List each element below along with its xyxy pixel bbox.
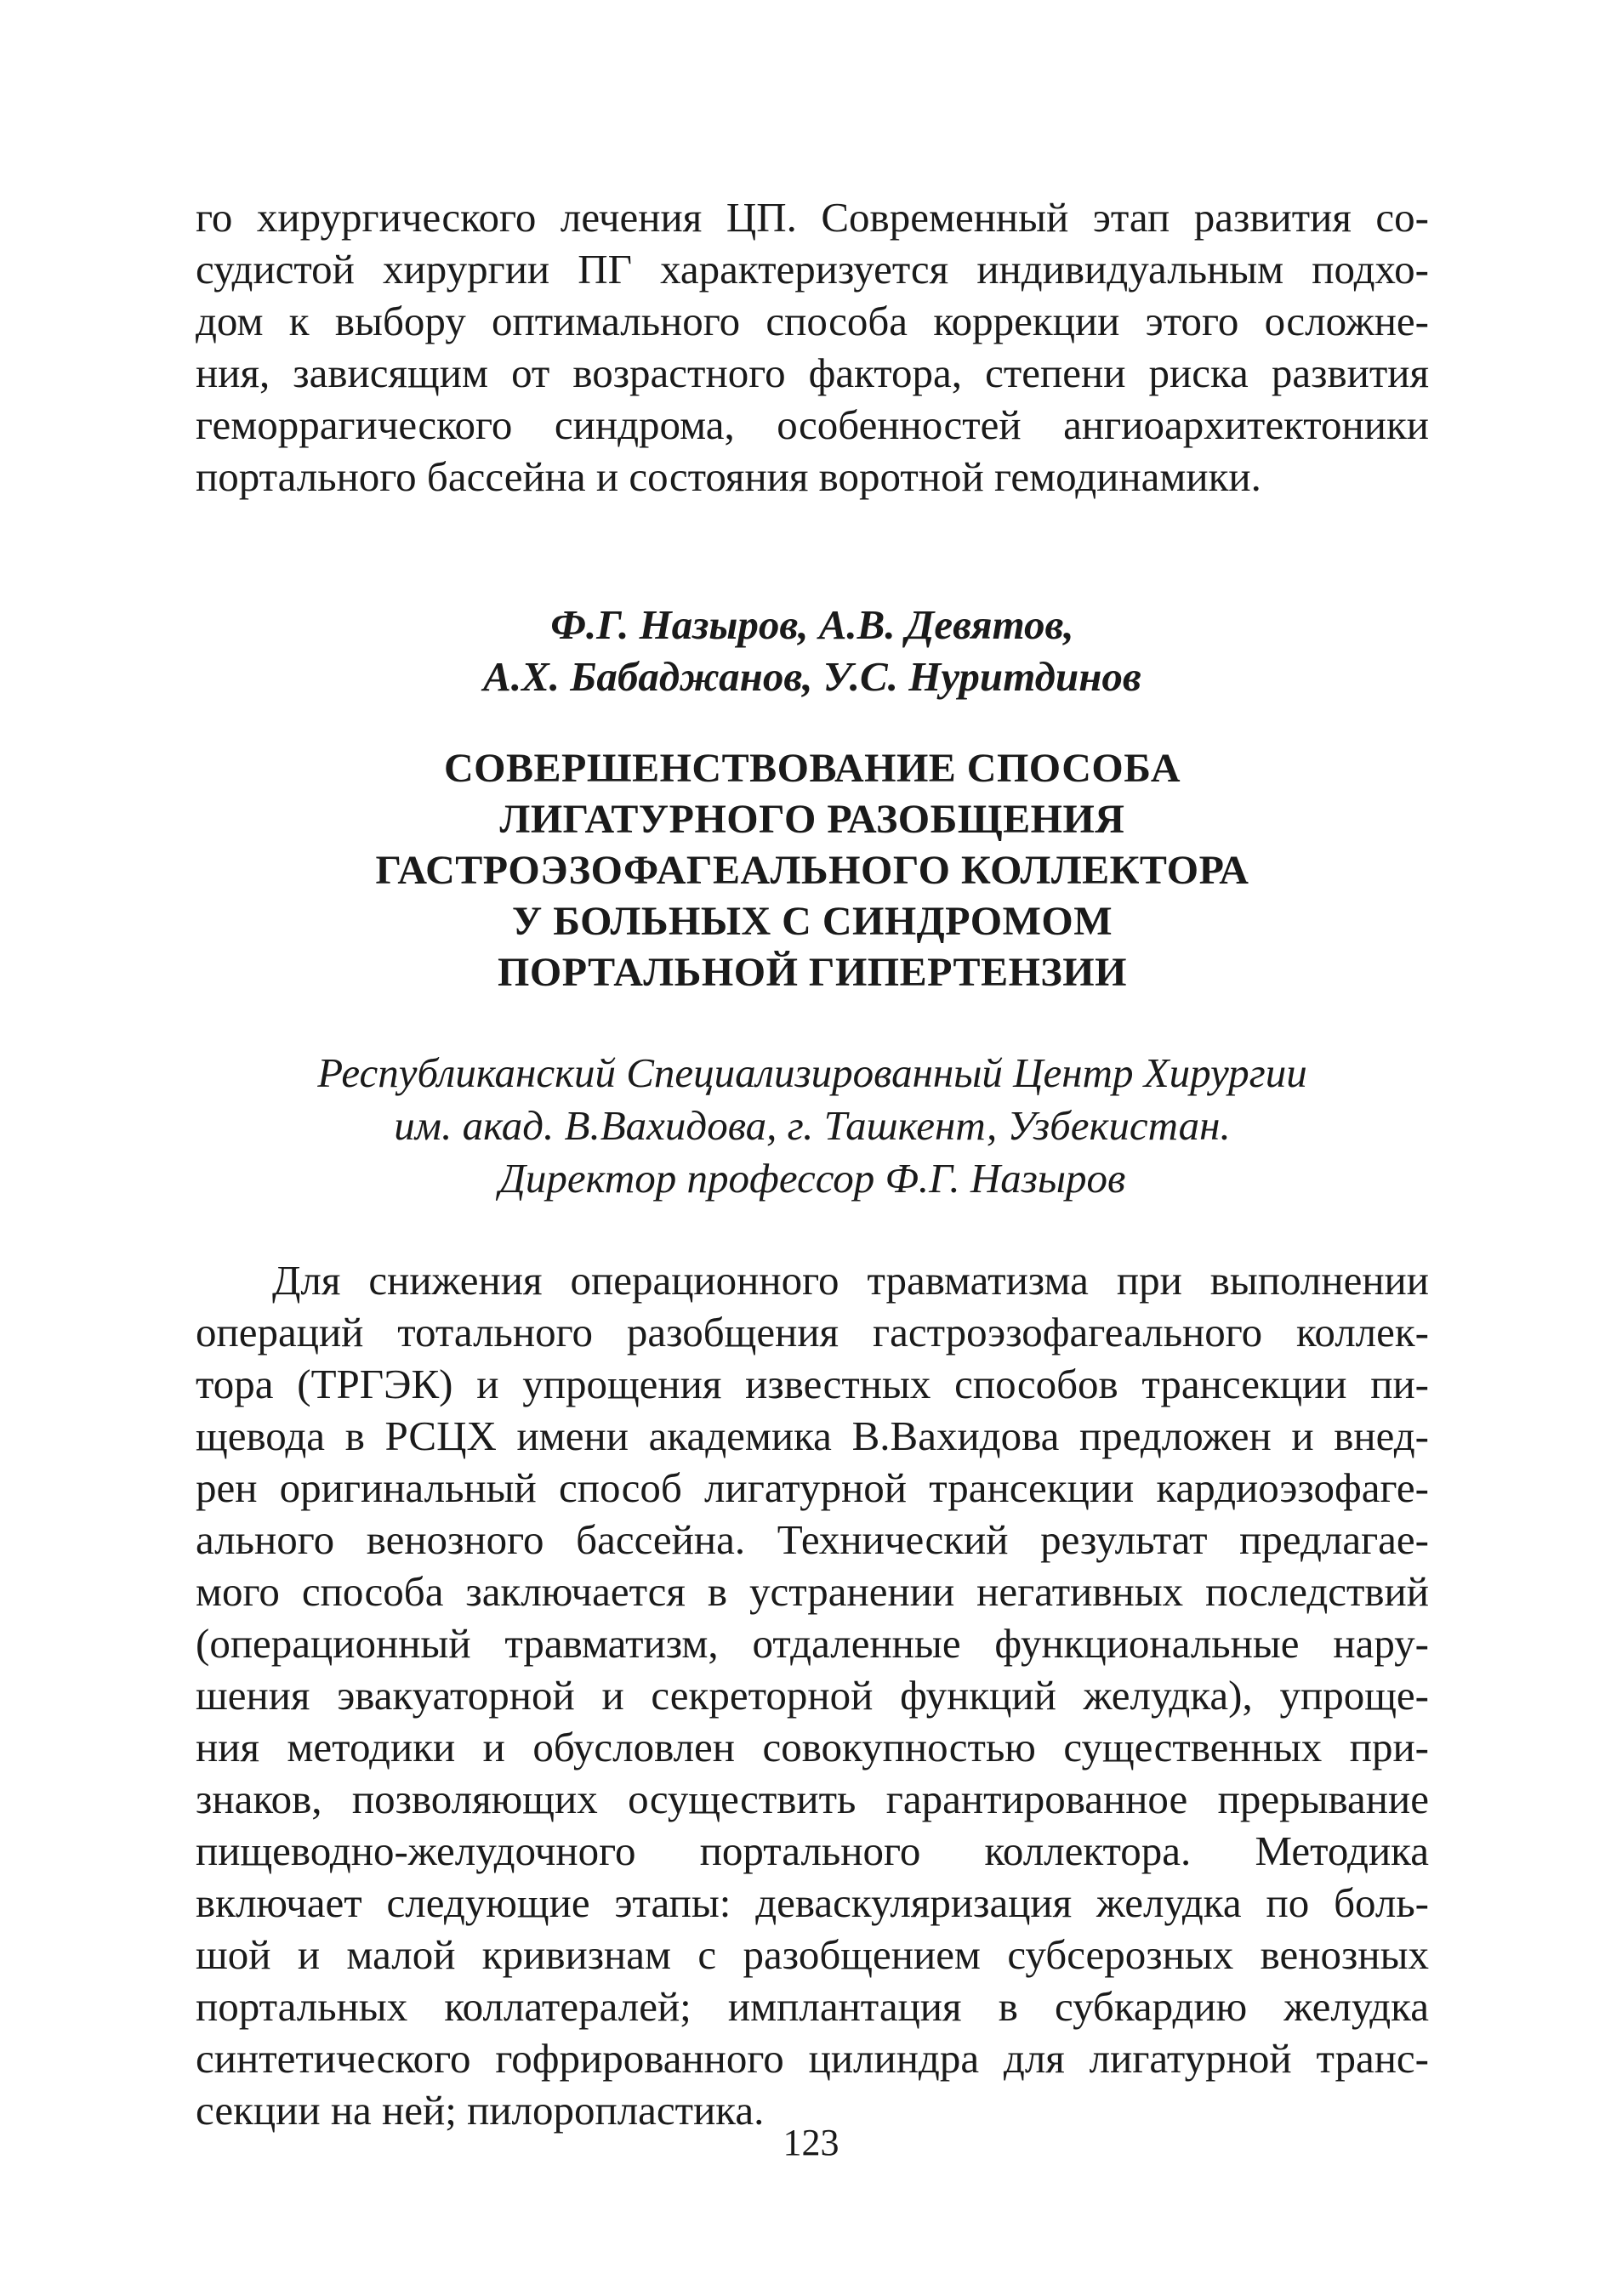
article-title: [196, 743, 1429, 998]
text-line: секции на ней; пилоропластика.: [196, 2087, 765, 2134]
text-line: знаков, позволяющих осуществить гарантированное прерывание: [196, 1776, 1429, 1822]
text-line: Для снижения операционного травматизма при выполнении: [272, 1257, 1429, 1304]
affiliation-line: Директор профессор Ф.Г. Назыров: [498, 1155, 1126, 1202]
title-line: У БОЛЬНЫХ С СИНДРОМОМ: [511, 899, 1113, 944]
title-line: ПОРТАЛЬНОЙ ГИПЕРТЕНЗИИ: [498, 950, 1127, 995]
text-line: синтетического гофрированного цилиндра для лигатурной транс-: [196, 2035, 1429, 2082]
text-line: портальных коллатералей; имплантация в субкардию желудка: [196, 1983, 1429, 2030]
text-line: судистой хирургии ПГ характеризуется индивидуальным подхо-: [196, 246, 1429, 293]
article-body: [196, 1254, 1429, 2136]
article-affiliation: [196, 1047, 1429, 1205]
text-line: ния методики и обусловлен совокупностью существенных при-: [196, 1724, 1429, 1770]
text-line: ния, зависящим от возрастного фактора, степени риска развития: [196, 350, 1429, 396]
text-line: щевода в РСЦХ имени академика В.Вахидова предложен и внед-: [196, 1412, 1429, 1459]
text-line: (операционный травматизм, отдаленные функциональные нару-: [196, 1620, 1429, 1667]
affiliation-line: им. акад. В.Вахидова, г. Ташкент, Узбекистан.: [394, 1102, 1231, 1149]
authors-line: А.Х. Бабаджанов, У.С. Нуритдинов: [483, 653, 1141, 700]
text-line: тора (ТРГЭК) и упрощения известных способов трансекции пи-: [196, 1361, 1429, 1407]
article-authors: [196, 599, 1429, 702]
text-line: пищеводно-желудочного портального коллектора. Методика: [196, 1827, 1429, 1874]
text-line: дом к выбору оптимального способа коррекции этого осложне-: [196, 298, 1429, 344]
text-line: шения эвакуаторной и секреторной функций желудка), упроще-: [196, 1672, 1429, 1719]
text-line: геморрагического синдрома, особенностей ангиоархитектоники: [196, 401, 1429, 448]
text-line: включает следующие этапы: деваскуляризация желудка по боль-: [196, 1879, 1429, 1926]
title-line: СОВЕРШЕНСТВОВАНИЕ СПОСОБА: [444, 746, 1181, 791]
page-number: 123: [783, 2122, 839, 2163]
text-line: операций тотального разобщения гастроэзофагеального коллек-: [196, 1309, 1429, 1355]
page-content: [196, 191, 1429, 2136]
text-line: мого способа заключается в устранении негативных последствий: [196, 1568, 1429, 1615]
text-line: портального бассейна и состояния воротной гемодинамики.: [196, 453, 1261, 500]
text-line: го хирургического лечения ЦП. Современный этап развития со-: [196, 194, 1429, 241]
authors-line: Ф.Г. Назыров, А.В. Девятов,: [550, 601, 1074, 648]
intro-paragraph: [196, 191, 1429, 503]
title-line: ГАСТРОЭЗОФАГЕАЛЬНОГО КОЛЛЕКТОРА: [375, 848, 1249, 893]
title-line: ЛИГАТУРНОГО РАЗОБЩЕНИЯ: [499, 797, 1125, 842]
text-line: рен оригинальный способ лигатурной трансекции кардиоэзофаге-: [196, 1464, 1429, 1511]
affiliation-line: Республиканский Специализированный Центр Хирургии: [317, 1049, 1307, 1096]
text-line: шой и малой кривизнам с разобщением субсерозных венозных: [196, 1931, 1429, 1978]
text-line: ального венозного бассейна. Технический результат предлагае-: [196, 1516, 1429, 1563]
